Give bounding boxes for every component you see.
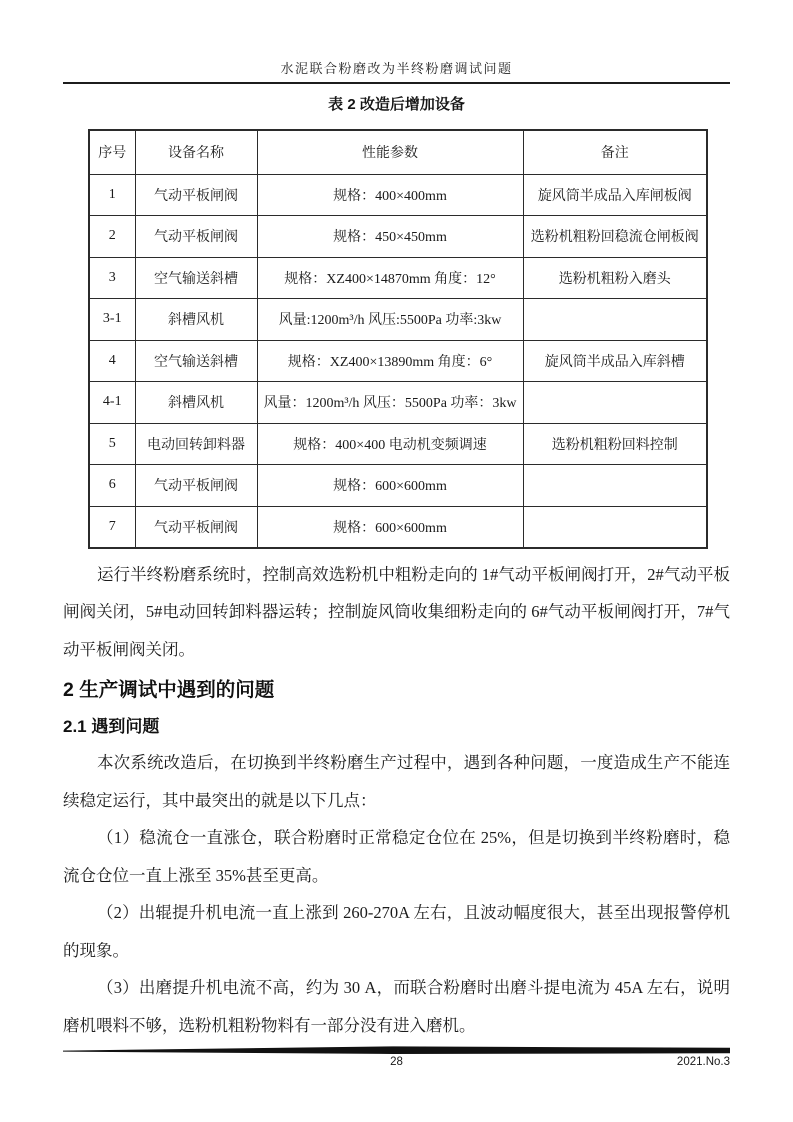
table-row	[89, 174, 707, 216]
paragraph-problems-lead: 本次系统改造后，在切换到半终粉磨生产过程中，遇到各种问题，一度造成生产不能连续稳定运行，其中最突出的就是以下几点：	[63, 753, 730, 810]
page-footer	[63, 1046, 730, 1072]
cell-seq: 2	[89, 216, 135, 258]
cell-params: 规格：450×450mm	[257, 216, 523, 258]
cell-seq: 4	[89, 340, 135, 382]
table-row	[89, 382, 707, 424]
table-caption: 表 2 改造后增加设备	[328, 96, 465, 113]
cell-params: 风量:1200m³/h 风压:5500Pa 功率:3kw	[257, 299, 523, 341]
paragraph-valve-operation: 运行半终粉磨系统时，控制高效选粉机中粗粉走向的 1#气动平板闸阀打开，2#气动平板闸阀关闭，5#电动回转卸料器运转；控制旋风筒收集细粉走向的 6#气动平板闸阀打开，7#气动平板闸阀关闭。	[63, 564, 730, 659]
problems-block	[63, 744, 730, 1044]
table-row	[89, 340, 707, 382]
table-row	[89, 299, 707, 341]
cell-notes	[523, 382, 707, 424]
page-number: 28	[390, 1056, 403, 1068]
cell-params: 规格：600×600mm	[257, 506, 523, 548]
problem-item-1: （1）稳流仓一直涨仓，联合粉磨时正常稳定仓位在 25%，但是切换到半终粉磨时，稳流仓仓位一直上涨至 35%甚至更高。	[63, 828, 730, 885]
table-row	[89, 465, 707, 507]
cell-notes: 选粉机粗粉回稳流仓闸板阀	[523, 216, 707, 258]
cell-seq: 5	[89, 423, 135, 465]
section-2-1-heading: 2.1 遇到问题	[63, 717, 160, 736]
cell-seq: 3	[89, 257, 135, 299]
cell-params: 规格：400×400mm	[257, 174, 523, 216]
cell-name: 电动回转卸料器	[135, 423, 257, 465]
table-header-row	[89, 130, 707, 174]
cell-notes	[523, 506, 707, 548]
cell-name: 气动平板闸阀	[135, 174, 257, 216]
cell-name: 空气输送斜槽	[135, 340, 257, 382]
cell-name: 斜槽风机	[135, 299, 257, 341]
table-row	[89, 423, 707, 465]
cell-seq: 6	[89, 465, 135, 507]
cell-params: 规格：600×600mm	[257, 465, 523, 507]
issue-label: 2021.No.3	[676, 1056, 730, 1068]
cell-seq: 4-1	[89, 382, 135, 424]
cell-seq: 7	[89, 506, 135, 548]
problem-item-2: （2）出辊提升机电流一直上涨到 260-270A 左右，且波动幅度很大，甚至出现报警停机的现象。	[63, 903, 730, 960]
cell-notes: 旋风筒半成品入库闸板阀	[523, 174, 707, 216]
running-header-title: 水泥联合粉磨改为半终粉磨调试问题	[280, 61, 513, 76]
column-header-name: 设备名称	[135, 130, 257, 174]
problem-item-3: （3）出磨提升机电流不高，约为 30 A，而联合粉磨时出磨斗提电流为 45A 左右，说明磨机喂料不够，选粉机粗粉物料有一部分没有进入磨机。	[63, 978, 730, 1035]
cell-seq: 3-1	[89, 299, 135, 341]
column-header-params: 性能参数	[257, 130, 523, 174]
cell-name: 斜槽风机	[135, 382, 257, 424]
section-2-heading: 2 生产调试中遇到的问题	[63, 679, 275, 701]
cell-params: 规格：400×400 电动机变频调速	[257, 423, 523, 465]
table-row	[89, 506, 707, 548]
cell-params: 规格：XZ400×14870mm 角度：12°	[257, 257, 523, 299]
cell-name: 空气输送斜槽	[135, 257, 257, 299]
cell-notes: 选粉机粗粉回料控制	[523, 423, 707, 465]
cell-name: 气动平板闸阀	[135, 506, 257, 548]
cell-name: 气动平板闸阀	[135, 465, 257, 507]
cell-name: 气动平板闸阀	[135, 216, 257, 258]
table-row	[89, 257, 707, 299]
cell-params: 风量：1200m³/h 风压：5500Pa 功率：3kw	[257, 382, 523, 424]
table-row	[89, 216, 707, 258]
cell-params: 规格：XZ400×13890mm 角度：6°	[257, 340, 523, 382]
column-header-notes: 备注	[523, 130, 707, 174]
column-header-seq: 序号	[89, 130, 135, 174]
cell-notes	[523, 299, 707, 341]
cell-seq: 1	[89, 174, 135, 216]
equipment-table	[88, 129, 708, 549]
footer-rule-bar	[63, 1046, 730, 1055]
cell-notes: 旋风筒半成品入库斜槽	[523, 340, 707, 382]
cell-notes: 选粉机粗粉入磨头	[523, 257, 707, 299]
footer-text-row	[63, 1056, 730, 1072]
running-header	[63, 58, 730, 84]
cell-notes	[523, 465, 707, 507]
